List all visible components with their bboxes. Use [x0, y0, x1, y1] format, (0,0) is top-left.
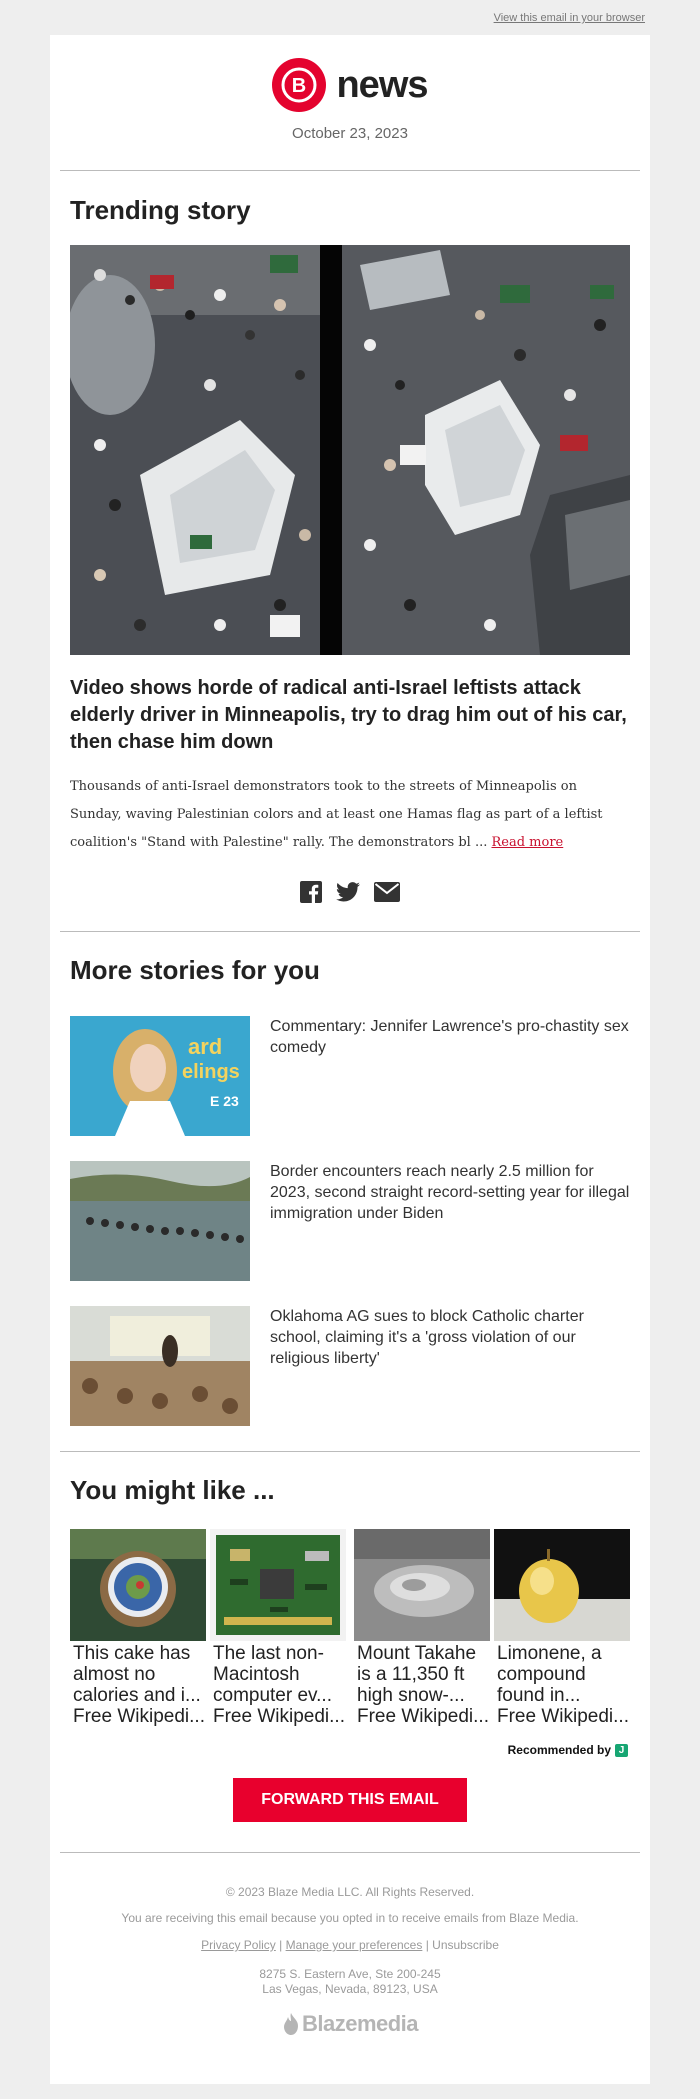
read-more-link[interactable]: Read more [491, 835, 564, 850]
blaze-logo-icon [272, 58, 326, 112]
trending-summary [70, 773, 630, 857]
opt-in-notice: You are receiving this email because you opted in to receive emails from Blaze Media. [121, 1911, 579, 1925]
svg-text:E 23: E 23 [210, 1093, 239, 1109]
recommendation-title[interactable]: Limonene, a compound found in... [497, 1643, 602, 1706]
address-line-2: Las Vegas, Nevada, 89123, USA [262, 1982, 438, 1996]
manage-preferences-link[interactable]: Manage your preferences [285, 1938, 423, 1952]
story-title[interactable]: Oklahoma AG sues to block Catholic charter school, claiming it's a 'gross violation of our religious liberty' [270, 1308, 584, 1367]
svg-text:B: B [292, 75, 307, 97]
recommended-by-label: Recommended by [507, 1743, 611, 1757]
flame-icon [282, 2013, 300, 2035]
unsubscribe-link[interactable]: Unsubscribe [432, 1938, 499, 1952]
view-in-browser-link[interactable]: View this email in your browser [493, 12, 645, 24]
email-body [50, 35, 650, 2084]
brand-logo[interactable] [50, 55, 650, 115]
story-thumbnail[interactable] [70, 1161, 250, 1281]
recommendation-source: Free Wikipedi... [213, 1706, 345, 1727]
link-separator: | [425, 1938, 429, 1952]
recommendation-source: Free Wikipedi... [73, 1706, 205, 1727]
story-item[interactable] [70, 1161, 630, 1281]
summary-text: Thousands of anti-Israel demonstrators took to the streets of Minneapolis on Sunday, waving Palestinian colors and at least one Hamas flag as part of a leftist coalition's "Stand with Palestine" rally. The demonstrators bl ... [70, 779, 603, 850]
trending-story-image[interactable] [70, 245, 630, 655]
recommendation-title[interactable]: The last non-Macintosh computer ev... [213, 1643, 332, 1706]
recommendation-image[interactable] [354, 1529, 490, 1641]
privacy-policy-link[interactable]: Privacy Policy [201, 1938, 276, 1952]
email-icon[interactable] [374, 882, 400, 902]
recommendation-card[interactable] [354, 1529, 490, 1727]
recommendation-title[interactable]: This cake has almost no calories and i... [73, 1643, 201, 1706]
story-title[interactable]: Commentary: Jennifer Lawrence's pro-chastity sex comedy [270, 1018, 629, 1056]
divider [60, 1852, 640, 1853]
story-thumbnail[interactable] [70, 1306, 250, 1426]
blaze-media-wordmark: Blazemedia [301, 2011, 419, 2036]
recommendation-card[interactable] [70, 1529, 206, 1727]
blaze-media-logo[interactable] [50, 2011, 650, 2037]
recommendation-image[interactable] [494, 1529, 630, 1641]
address-line-1: 8275 S. Eastern Ave, Ste 200-245 [259, 1967, 441, 1981]
story-thumbnail[interactable] [70, 1016, 250, 1136]
recommendation-card[interactable] [210, 1529, 346, 1727]
svg-text:elings: elings [182, 1061, 240, 1083]
recommendation-card[interactable] [494, 1529, 630, 1727]
facebook-icon[interactable] [300, 881, 322, 903]
divider [60, 1451, 640, 1452]
trending-headline[interactable]: Video shows horde of radical anti-Israel leftists attack elderly driver in Minneapolis, try to drag him out of his car, then chase him down [70, 677, 627, 753]
recommendation-source: Free Wikipedi... [357, 1706, 489, 1727]
recommender-logo-icon: J [615, 1744, 628, 1757]
recommendation-title[interactable]: Mount Takahe is a 11,350 ft high snow-... [357, 1643, 477, 1706]
copyright: © 2023 Blaze Media LLC. All Rights Reserved. [225, 1885, 475, 1899]
brand-wordmark: news [336, 63, 428, 106]
recommendation-image[interactable] [70, 1529, 206, 1641]
twitter-icon[interactable] [336, 882, 360, 902]
link-separator: | [279, 1938, 283, 1952]
recommended-by[interactable] [508, 1743, 628, 1757]
issue-date: October 23, 2023 [292, 125, 408, 142]
section-heading-you-might-like: You might like ... [70, 1475, 275, 1505]
recommendation-source: Free Wikipedi... [497, 1706, 629, 1727]
svg-text:ard: ard [188, 1034, 223, 1059]
section-heading-trending: Trending story [70, 195, 251, 225]
section-heading-more-stories: More stories for you [70, 955, 320, 985]
forward-email-button[interactable]: FORWARD THIS EMAIL [233, 1778, 467, 1822]
divider [60, 170, 640, 171]
story-title[interactable]: Border encounters reach nearly 2.5 million for 2023, second straight record-setting year for illegal immigration under Biden [270, 1163, 630, 1222]
recommendation-image[interactable] [210, 1529, 346, 1641]
share-icons [50, 881, 650, 903]
story-item[interactable] [70, 1306, 630, 1426]
divider [60, 931, 640, 932]
footer-links [50, 1938, 650, 1952]
story-item[interactable] [70, 1016, 630, 1136]
